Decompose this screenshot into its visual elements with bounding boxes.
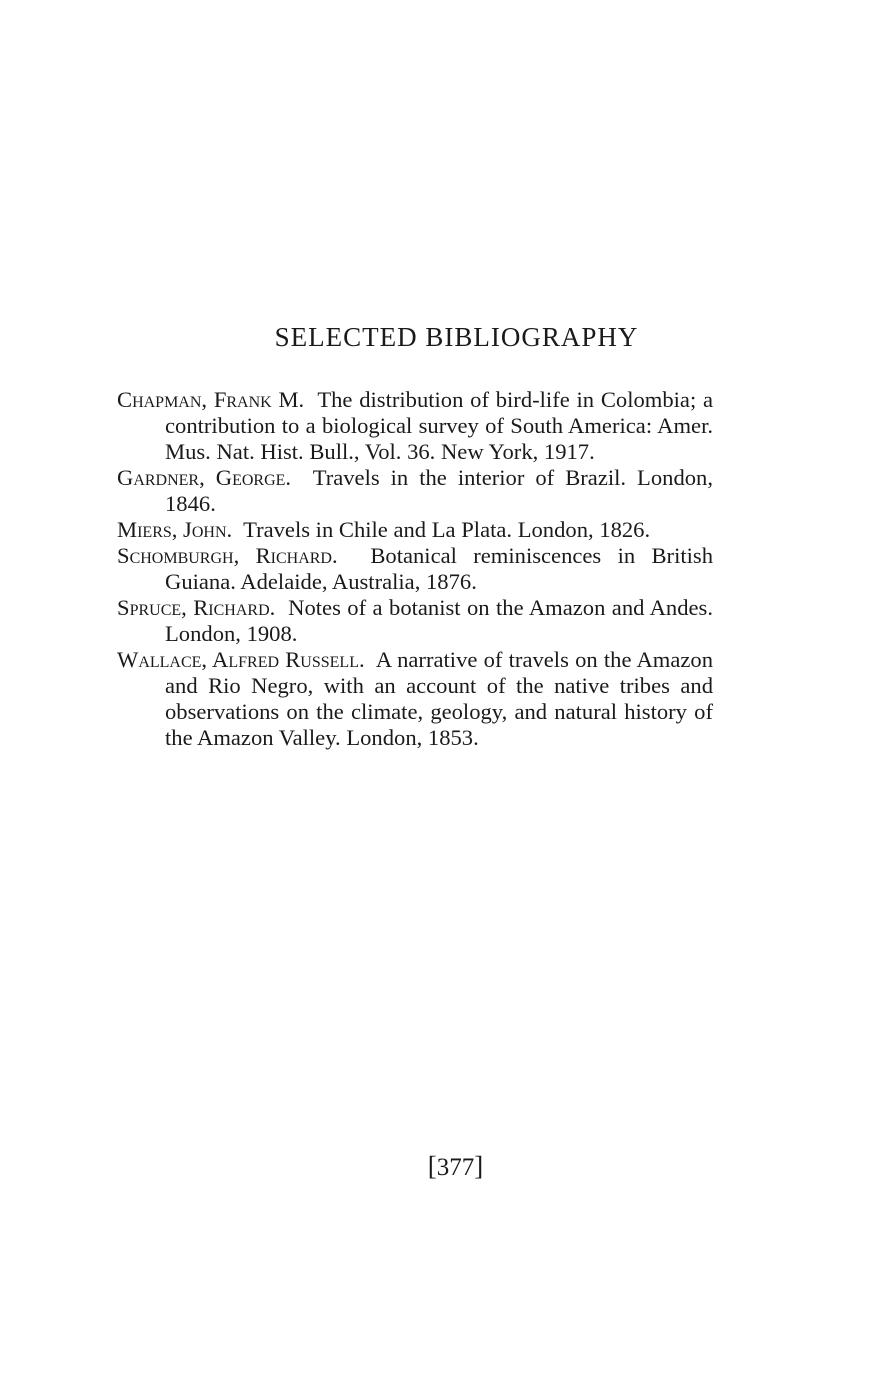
bibliography-entry [117,543,713,595]
entry-text: Travels in the interior of Brazil. London, 1846. [165,465,713,516]
bibliography-list [117,387,713,751]
entry-author: Spruce, Richard. [117,595,276,620]
page-number [0,1151,893,1182]
entry-text: Botanical reminiscences in British Guiana. Adelaide, Australia, 1876. [165,543,714,594]
folio-bracket-open: [ [427,1151,437,1181]
entry-author: Chapman, Frank M. [117,387,305,412]
entry-text: A narrative of travels on the Amazon and Rio Negro, with an account of the native tribes and observations on the climate, geology, and natural history of the Amazon Valley. London, 1853. [165,647,713,750]
bibliography-entry [117,517,713,543]
bibliography-entry [117,595,713,647]
bibliography-entry [117,387,713,465]
folio-bracket-close: ] [474,1151,484,1181]
entry-text: Travels in Chile and La Plata. London, 1826. [243,517,651,542]
entry-author: Schomburgh, Richard. [117,543,338,568]
entry-text: Notes of a botanist on the Amazon and Andes. London, 1908. [165,595,713,646]
entry-text: The distribution of bird-life in Colombia; a contribution to a biological survey of South America: Amer. Mus. Nat. Hist. Bull., Vol. 36. New York, 1917. [165,387,714,464]
page-number-value: 377 [436,1154,475,1181]
entry-author: Wallace, Alfred Russell. [117,647,365,672]
bibliography-entry [117,465,713,517]
page-title: SELECTED BIBLIOGRAPHY [274,322,639,352]
bibliography-entry [117,647,713,751]
entry-author: Miers, John. [117,517,233,542]
entry-author: Gardner, George. [117,465,292,490]
